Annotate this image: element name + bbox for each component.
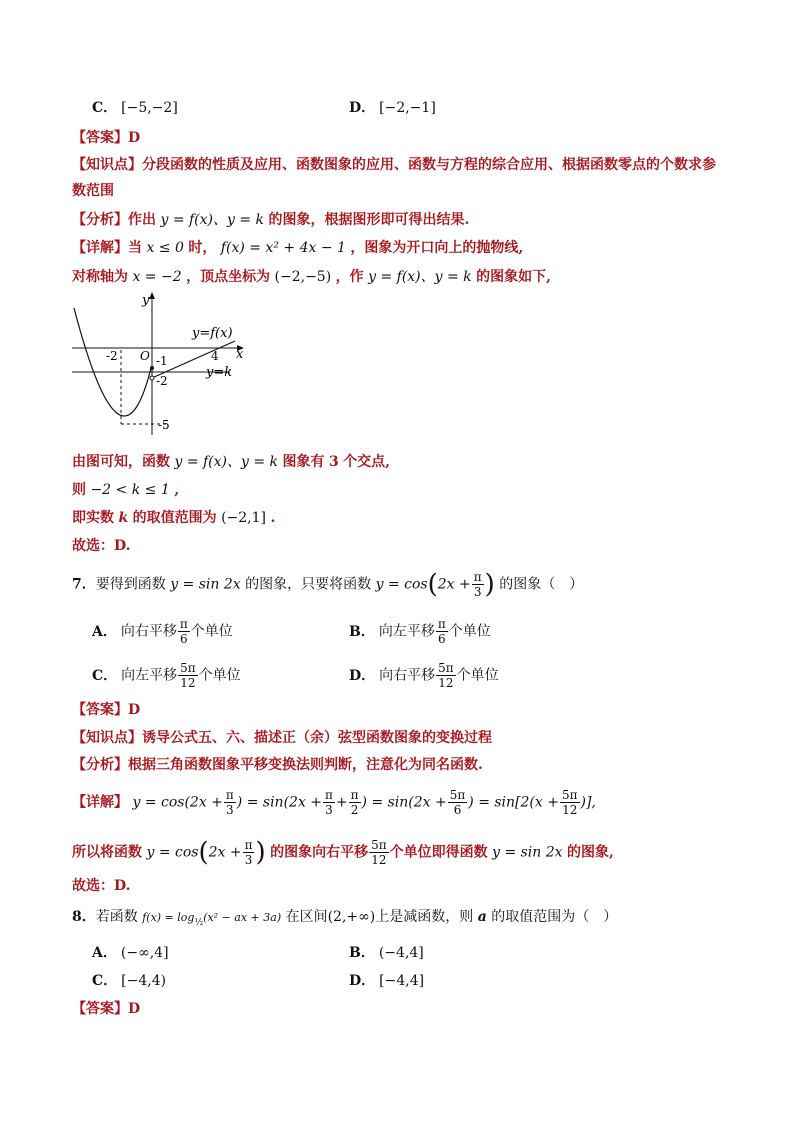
q6-choose: [72, 536, 131, 556]
detail-tag: 【详解】: [72, 794, 128, 811]
detail-tag: 【详解】: [72, 240, 128, 256]
vertex-math: (−2,−5): [274, 269, 332, 285]
q7-analysis: [72, 755, 483, 775]
so-shift-fraction: [369, 838, 389, 867]
detail-frac5: [560, 788, 580, 817]
concl2-text: 则: [72, 482, 86, 498]
axis-math2: y = f(x)、y = k: [368, 269, 472, 285]
stem-arg: (x² − ax + 3a): [203, 911, 282, 924]
concl3-k: k: [118, 510, 129, 526]
stem-text-post: 的图象（ ）: [499, 576, 584, 593]
frac-num: π: [179, 617, 188, 631]
option-text: 向右平移: [120, 623, 177, 640]
frac-den: 3: [473, 585, 482, 599]
answer-value: D: [128, 130, 141, 146]
frac-den: 12: [438, 676, 454, 690]
q7-option-d: [349, 661, 499, 690]
option-label: A．: [92, 945, 117, 961]
frac-num: 5π: [438, 661, 454, 675]
axis-text: 对称轴为: [72, 269, 128, 285]
knowledge-tag: 【知识点】: [72, 157, 142, 173]
q7-option-b: [349, 617, 491, 646]
frac-num: π: [437, 617, 446, 631]
option-fraction: [436, 661, 456, 690]
option-fraction: [436, 617, 448, 646]
so-text-mid: 的图象向右平移: [270, 844, 369, 861]
detail-text-mid: 时，: [188, 240, 217, 256]
frac-num: 5π: [180, 661, 196, 675]
concl-text-mid: 图象有: [282, 454, 325, 470]
tick-m5: -5: [158, 418, 170, 432]
detail-text: 当: [128, 240, 142, 256]
option-value: [−4,4]: [379, 973, 425, 989]
stem-text-mid: 在区间: [285, 909, 328, 925]
so-text-mid2: 个单位即得函数: [389, 844, 488, 861]
analysis-tag: 【分析】: [72, 757, 128, 773]
knowledge-tag: 【知识点】: [72, 730, 142, 746]
origin-label: O: [140, 349, 150, 363]
option-value: (−∞,4]: [120, 945, 169, 961]
answer-value: D: [128, 702, 141, 718]
detail-math: )],: [580, 794, 596, 811]
option-label: B．: [349, 623, 375, 640]
answer-tag: 【答案】: [72, 1001, 128, 1017]
open-point: [150, 376, 154, 380]
stem-text: 要得到函数: [95, 576, 166, 593]
q7-choose: [72, 876, 131, 896]
closed-point: [150, 366, 154, 370]
q8-option-d: [349, 971, 424, 991]
so-text: 所以将函数: [72, 844, 142, 861]
q8-option-b: [349, 943, 424, 963]
frac-den: 3: [244, 853, 253, 867]
option-label: D．: [349, 667, 376, 684]
question-number: 8．: [72, 909, 96, 925]
question-number: 7．: [72, 576, 96, 593]
analysis-tag: 【分析】: [72, 212, 128, 228]
option-fraction: [178, 617, 190, 646]
choose-text: 故选：D.: [72, 878, 131, 894]
fx-label: y=f(x): [192, 326, 233, 341]
option-text: 向左平移: [378, 623, 435, 640]
q6-option-c: [92, 98, 178, 118]
option-text-post: 个单位: [198, 667, 241, 684]
q7-answer: [72, 700, 140, 720]
y-axis-label: y: [142, 293, 150, 308]
concl-text-post: 个交点,: [343, 454, 391, 470]
stem-text: 若函数: [95, 909, 138, 925]
concl3-text-mid: 的取值范围为: [132, 510, 217, 526]
axis-text-mid2: ，作: [335, 269, 364, 285]
stem-fraction: [472, 570, 484, 599]
knowledge-text-cont: 数范围: [72, 183, 114, 199]
concl2-math: −2 < k ≤ 1: [90, 482, 170, 498]
frac-num: π: [225, 788, 234, 802]
stem-inner: 2x +: [437, 576, 471, 593]
frac-num: π: [244, 838, 253, 852]
option-text-post: 个单位: [190, 623, 233, 640]
option-label: C．: [92, 100, 118, 116]
k-label: y=k: [206, 365, 233, 380]
q6-detail: [72, 238, 523, 258]
detail-frac1: [224, 788, 236, 817]
option-label: A．: [92, 623, 117, 640]
y-axis-arrow: [149, 292, 155, 299]
detail-frac2: [323, 788, 335, 817]
detail-math: y = cos(2x +: [132, 794, 223, 811]
frac-den: 12: [562, 803, 578, 817]
stem-interval: (2,+∞): [327, 909, 376, 925]
detail-text-post: ，图象为开口向上的抛物线,: [350, 240, 524, 256]
stem-a: a: [477, 909, 487, 925]
so-inner: 2x +: [208, 844, 242, 861]
choose-text: 故选：D.: [72, 538, 131, 554]
tick-m1: -1: [156, 354, 168, 368]
so-text-post: 的图象,: [567, 844, 614, 861]
frac-den: 6: [453, 803, 462, 817]
q6-knowledge-cont: [72, 181, 114, 201]
axis-text-mid: ，顶点坐标为: [186, 269, 271, 285]
option-text-post: 个单位: [456, 667, 499, 684]
option-value: [−2,−1]: [379, 100, 436, 116]
option-label: D．: [349, 100, 376, 116]
option-text: 向右平移: [379, 667, 436, 684]
frac-den: 6: [180, 632, 188, 646]
stem-math2: y = cos: [375, 576, 428, 593]
detail-math: ) = sin(2x +: [361, 794, 447, 811]
detail-math: +: [335, 794, 348, 811]
q6-conclusion1: [72, 452, 390, 472]
so-math2: y = sin 2x: [492, 844, 563, 861]
tick-neg2: -2: [106, 349, 118, 363]
tick-4: 4: [211, 349, 219, 363]
concl-math: y = f(x)、y = k: [174, 454, 279, 470]
q8-stem: [72, 907, 617, 933]
stem-text-mid: 的图象，只要将函数: [245, 576, 372, 593]
detail-func: f(x) = x² + 4x − 1: [220, 240, 346, 256]
stem-math1: y = sin 2x: [170, 576, 241, 593]
option-value: [−5,−2]: [121, 100, 178, 116]
concl3-text-post: .: [270, 510, 276, 526]
option-label: C．: [92, 973, 118, 989]
option-text: 向左平移: [121, 667, 178, 684]
concl-text: 由图可知，函数: [72, 454, 170, 470]
q6-conclusion2: [72, 480, 179, 500]
option-label: D．: [349, 973, 376, 989]
paren-open: (: [427, 569, 438, 600]
q6-knowledge: [72, 155, 716, 175]
stem-text-post: 的取值范围为（ ）: [491, 909, 618, 925]
option-fraction: [178, 661, 198, 690]
frac-num: π: [325, 788, 333, 802]
frac-den: 2: [350, 803, 359, 817]
detail-frac4: [448, 788, 468, 817]
q6-axis-line: [72, 267, 551, 287]
x-axis-label: x: [236, 347, 244, 362]
frac-num: 5π: [449, 788, 466, 802]
option-text-post: 个单位: [448, 623, 491, 640]
concl3-text: 即实数: [72, 510, 114, 526]
frac-den: 12: [180, 676, 196, 690]
q7-option-a: [92, 617, 233, 646]
option-label: C．: [92, 667, 118, 684]
concl3-math: (−2,1]: [221, 510, 266, 526]
axis-text-post: 的图象如下,: [476, 269, 551, 285]
q8-option-c: [92, 971, 166, 991]
detail-cond: x ≤ 0: [146, 240, 184, 256]
tick-m2: -2: [156, 374, 168, 388]
q7-so: [72, 838, 614, 867]
stem-base: ½: [194, 917, 204, 928]
frac-den: 12: [371, 853, 387, 867]
so-fraction: [243, 838, 255, 867]
frac-num: 5π: [371, 838, 387, 852]
detail-math: ) = sin(2x +: [236, 794, 323, 811]
q7-knowledge: [72, 728, 492, 748]
paren-close: ): [255, 837, 266, 868]
paren-open: (: [198, 837, 209, 868]
paren-close: ): [484, 569, 495, 600]
concl2-text-post: ,: [174, 482, 180, 498]
function-graph: [70, 290, 260, 440]
option-value: [−4,4): [121, 973, 167, 989]
answer-tag: 【答案】: [72, 130, 128, 146]
frac-den: 6: [437, 632, 446, 646]
option-value: (−4,4]: [378, 945, 424, 961]
analysis-text: 作出: [128, 212, 156, 228]
frac-num: 5π: [561, 788, 578, 802]
q7-detail: [72, 788, 596, 817]
analysis-text: 根据三角函数图象平移变换法则判断，注意化为同名函数.: [128, 757, 483, 773]
frac-den: 3: [325, 803, 333, 817]
stem-text-mid2: 上是减函数，则: [375, 909, 474, 925]
frac-num: π: [473, 570, 482, 584]
q8-answer: [72, 999, 140, 1019]
detail-frac3: [349, 788, 361, 817]
concl-num: 3: [328, 454, 339, 470]
q6-option-d: [349, 98, 436, 118]
so-math: y = cos: [146, 844, 199, 861]
q6-conclusion3: [72, 508, 275, 528]
q8-option-a: [92, 943, 169, 963]
answer-tag: 【答案】: [72, 702, 128, 718]
option-label: B．: [349, 945, 375, 961]
axis-math: x = −2: [132, 269, 182, 285]
frac-den: 3: [226, 803, 234, 817]
q7-option-c: [92, 661, 241, 690]
answer-value: D: [128, 1001, 141, 1017]
knowledge-text: 分段函数的性质及应用、函数图象的应用、函数与方程的综合应用、根据函数零点的个数求参: [142, 157, 716, 173]
analysis-math: y = f(x)、y = k: [160, 212, 265, 228]
knowledge-text: 诱导公式五、六、描述正（余）弦型函数图象的变换过程: [142, 730, 492, 746]
q6-analysis: [72, 210, 469, 230]
q7-stem: [72, 570, 583, 599]
frac-num: π: [350, 788, 359, 802]
analysis-text-post: 的图象，根据图形即可得出结果.: [268, 212, 470, 228]
detail-math: ) = sin[2(x +: [468, 794, 559, 811]
stem-func: f(x) = log: [142, 911, 195, 924]
q6-answer: [72, 128, 140, 148]
